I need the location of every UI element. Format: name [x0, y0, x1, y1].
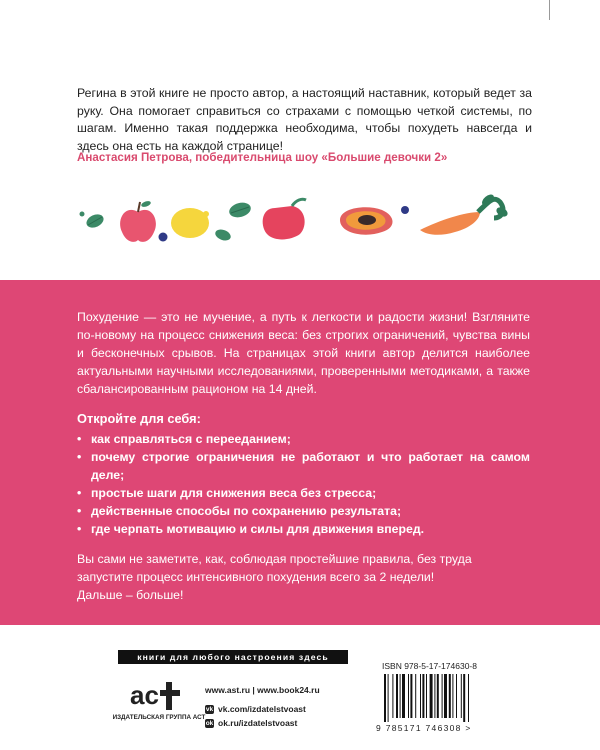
publisher-links [205, 685, 320, 732]
isbn-label: ISBN 978-5-17-174630-8 [382, 661, 477, 671]
vk-icon: vk [205, 705, 214, 713]
closing-text [77, 550, 530, 604]
leaf-dot-icon [80, 212, 85, 217]
series-banner: книги для любого настроения здесь [118, 650, 348, 664]
barcode [382, 674, 502, 722]
benefits-list [77, 430, 530, 538]
ok-link[interactable]: ok.ru/izdatelstvoast [218, 718, 298, 728]
closing-line: Дальше – больше! [77, 588, 184, 602]
spine-line [549, 0, 550, 20]
leaf-icon [228, 200, 253, 219]
leaf-icon [214, 228, 232, 243]
website-links[interactable]: www.ast.ru | www.book24.ru [205, 685, 320, 695]
closing-line: Вы сами не заметите, как, соблюдая простейшие правила, без труда запустите процесс интенсивного похудения всего за 2 недели! [77, 552, 472, 584]
list-item: • почему строгие ограничения не работают и что работает на самом деле; [77, 448, 530, 484]
blueberry-icon [159, 233, 168, 242]
papaya-icon [340, 207, 393, 234]
list-item: • простые шаги для снижения веса без стресса; [77, 484, 530, 502]
discover-title: Откройте для себя: [77, 411, 201, 426]
carrot-icon [420, 192, 509, 234]
list-item: • действенные способы по сохранению результата; [77, 502, 530, 520]
list-item: • как справляться с перееданием; [77, 430, 530, 448]
food-illustration-row [70, 190, 530, 250]
logo-text: ac [130, 680, 159, 710]
publisher-label: ИЗДАТЕЛЬСКАЯ ГРУППА АСТ [112, 714, 206, 721]
description-panel [0, 280, 600, 625]
intro-text: Похудение — это не мучение, а путь к легкости и радости жизни! Взгляните по-новому на процесс снижения веса: без строгих ограничений, чувства вины и бесконечных срывов. На страницах этой книги автор делится наиболее актуальными научными исследованиями, проверенными методиками, а также сбалансированным рационом на 14 дней. [77, 310, 530, 396]
leaf-icon [84, 212, 105, 230]
vk-link[interactable]: vk.com/izdatelstvoast [218, 704, 306, 714]
bell-pepper-icon [263, 199, 306, 239]
lemon-icon [171, 208, 209, 238]
ok-icon: ok [205, 719, 214, 727]
barcode-number: 9 785171 746308 > [376, 723, 472, 733]
apple-icon [120, 200, 156, 242]
list-item: • где черпать мотивацию и силы для движения вперед. [77, 520, 530, 538]
quote-text: Регина в этой книге не просто автор, а настоящий наставник, который ведет за руку. Она помогает справиться со страхами с помощью четкой системы, по шагам. Именно такая поддержка необходима, чтобы похудеть навсегда и здесь она есть на каждой странице! [77, 86, 532, 153]
blueberry-icon [401, 206, 409, 214]
quote-author: Анастасия Петрова, победительница шоу «Большие девочки 2» [77, 151, 448, 164]
